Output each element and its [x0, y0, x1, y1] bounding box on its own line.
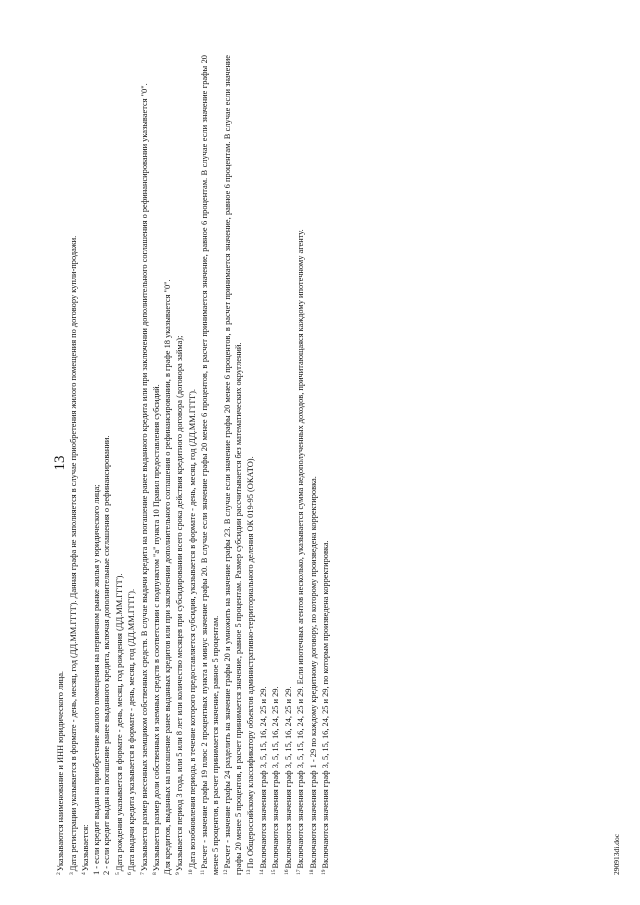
- footnote-item: [221, 55, 244, 875]
- footnote-number: 4: [81, 872, 87, 875]
- footnote-item: [282, 55, 295, 875]
- footnote-text: Для кредитов, выданных на погашение ранее выданных кредитов или при заключении дополнительного соглашения о рефинансировании, в графе 18 указывается "0".: [162, 279, 172, 875]
- footnote-number: 6: [127, 872, 133, 875]
- footnote-number: 19: [321, 869, 327, 875]
- footnote-item: [307, 55, 320, 875]
- footnote-item: [92, 55, 103, 875]
- footnote-text: Включаются значения граф 3, 5, 15, 16, 24, 25 и 29.: [271, 686, 280, 869]
- footnote-text: Указываются наименование и ИНН юридического лица.: [56, 670, 65, 872]
- footnote-item: [102, 55, 113, 875]
- footnote-item: [257, 55, 270, 875]
- footnote-item: [79, 55, 92, 875]
- footnote-item: [319, 55, 332, 875]
- footnote-item: [138, 55, 151, 875]
- footnote-number: 15: [271, 869, 277, 875]
- footnote-item: [54, 55, 67, 875]
- footnote-item: [186, 55, 199, 875]
- footnote-number: 12: [223, 869, 229, 875]
- footnote-item: [244, 55, 257, 875]
- footnote-text: Включаются значения граф 3, 5, 15, 16, 24, 25 и 29. Если ипотечных агентов несколько, указывается сумма недополученных доходов, причитающаяся каждому ипотечному агенту.: [296, 229, 305, 869]
- footnote-item: [294, 55, 307, 875]
- footnote-item: [173, 55, 186, 875]
- footnote-number: 16: [283, 869, 290, 875]
- footnote-text: Указывается период 3 года, или 5 или 8 лет или количество месяцев при субсидировании всего срока действия кредитного договора (договора займа);: [175, 335, 184, 872]
- footnote-number: 8: [152, 872, 158, 875]
- footnote-number: 10: [187, 869, 194, 875]
- footnote-number: 7: [139, 872, 146, 875]
- footnote-text: Указывается размер доли собственных и заемных средств в соответствии с подпунктом "а" пункта 10 Правил предоставления субсидий.: [152, 384, 161, 872]
- footnote-item: [269, 55, 282, 875]
- footnote-item: [163, 55, 174, 875]
- footnote-number: 2: [56, 872, 62, 875]
- footnote-text: Расчет - значение графы 24 разделить на значение графы 20 и умножить на значение графы 23. В случае если значение графы 20 менее 6 процентов, в расчет принимается значение, равное 6 процентам. В случае если значение графы 20 менее 5 процентов, в расчет принимается значение, равное 5 процентам. Размер субсидии рассчитывается без математических округлений.: [223, 55, 243, 875]
- footnote-number: 5: [114, 872, 121, 875]
- footnote-text: По Общероссийскому классификатору объектов административно-территориального деления ОК 019-95 (ОКАТО).: [246, 456, 255, 869]
- footnote-number: 3: [68, 872, 75, 875]
- footnote-item: [150, 55, 163, 875]
- footnote-text: Указывается размер внесенных заемщиком собственных средств. В случае выдачи кредита на погашение ранее выданного кредита или при заключении дополнительного соглашения о рефинансировании указывается "0".: [139, 83, 149, 872]
- footnote-text: Расчет - значение графы 19 плюс 2 процентных пункта и минус значение графы 20. В случае если значение графы 20 менее 6 процентов, в расчет принимается значение, равное 6 процентам. В случае если значение графы 20 менее 5 процентов, в расчет принимается значение, равное 5 процентам.: [200, 55, 220, 875]
- footnote-number: 13: [246, 869, 252, 875]
- footnote-item: [125, 55, 138, 875]
- footnote-item: [67, 55, 80, 875]
- footnote-item: [198, 55, 221, 875]
- footnote-text: Дата рождения указывается в формате - день, месяц, год рождения (ДД.ММ.ГГГГ).: [114, 573, 124, 872]
- footnote-number: 18: [308, 869, 315, 875]
- footnote-number: 9: [175, 872, 181, 875]
- footnote-text: Указывается:: [81, 824, 90, 872]
- footnote-item: [113, 55, 126, 875]
- footnote-text: 1 - если кредит выдан на приобретение жилого помещения на первичном рынке жилья у юридического лица;: [91, 484, 101, 875]
- footnote-text: Дата регистрации указывается в формате - день, месяц, год (ДД.ММ.ГГГГ). Данная графа не заполняется в случае приобретения жилого помещения по договору купли-продажи.: [68, 235, 78, 872]
- footer-filename: 290913di.doc: [612, 833, 621, 875]
- footnote-text: 2 - если кредит выдан на погашение ранее выданного кредита, включая дополнительные соглашения о рефинансировании.: [102, 435, 111, 875]
- footnote-number: 17: [296, 869, 302, 875]
- footnote-text: Включаются значения граф 3, 5, 15, 16, 24, 25 и 29.: [283, 686, 293, 869]
- footnote-text: Дата возобновления периода, в течение которого предоставляется субсидия, указывается в формате - день, месяц, год (ДД.ММ.ГГГГ).: [187, 388, 197, 869]
- footnote-text: Включаются значения граф 1 - 29 по каждому кредитному договору, по которому произведена корректировка.: [308, 476, 318, 869]
- footnote-text: Включаются значения граф 3, 5, 15, 16, 24, 25 и 29.: [258, 686, 268, 869]
- footnote-number: 14: [258, 869, 265, 875]
- footnote-text: Дата выдачи кредита указывается в формате - день, месяц, год (ДД.ММ.ГГГГ).: [127, 588, 136, 872]
- footnote-number: 11: [200, 869, 206, 875]
- page-number: 13: [52, 455, 68, 471]
- footnote-text: Включаются значения граф 3, 5, 15, 16, 24, 25 и 29, по которым произведена корректировка.: [321, 540, 330, 869]
- footnotes-block: [54, 55, 332, 875]
